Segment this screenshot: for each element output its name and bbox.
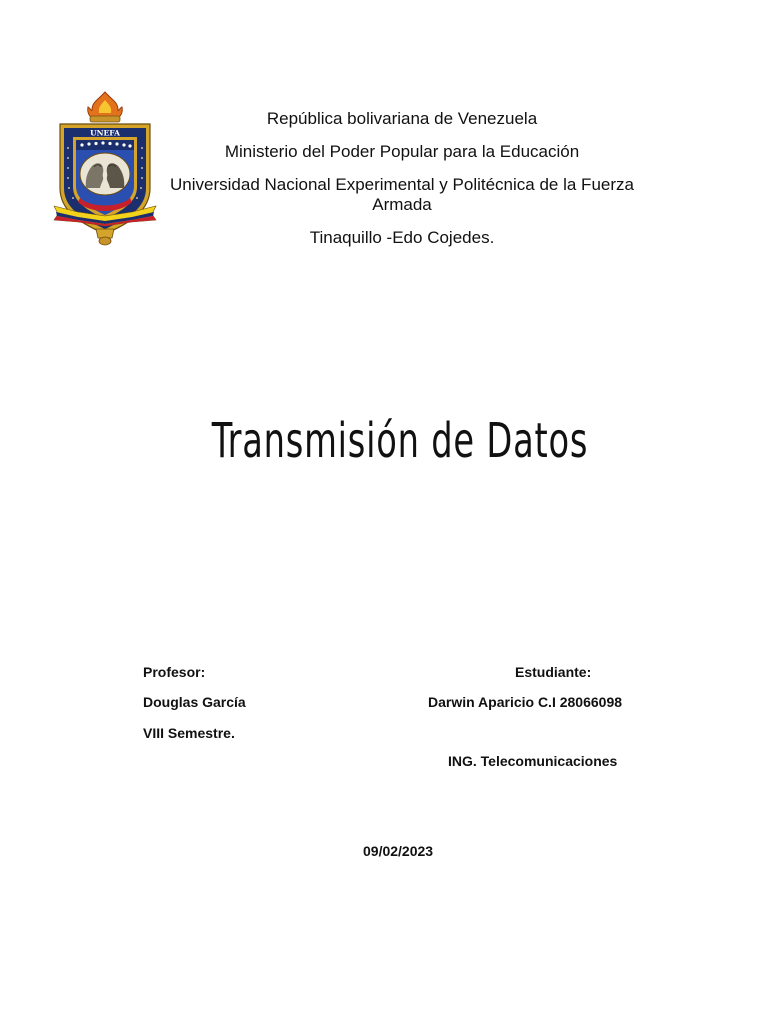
university-crest-logo <box>52 88 158 250</box>
student-name: Darwin Aparicio C.I 28066098 <box>428 694 623 710</box>
professor-label: Profesor: <box>143 664 206 680</box>
flame-icon <box>88 92 123 122</box>
professor-name: Douglas García <box>143 694 246 710</box>
document-title: Transmisión de Datos <box>211 413 589 469</box>
student-career: ING. Telecomunicaciones <box>448 753 618 769</box>
crest-acronym: UNEFA <box>90 128 120 138</box>
student-label: Estudiante: <box>515 664 592 680</box>
semester-label: VIII Semestre. <box>143 725 235 741</box>
institution-header <box>150 109 654 248</box>
document-date: 09/02/2023 <box>363 843 434 859</box>
header-location: Tinaquillo -Edo Cojedes. <box>309 228 495 247</box>
header-ministry: Ministerio del Poder Popular para la Educación <box>224 142 580 161</box>
header-university: Universidad Nacional Experimental y Politécnica de la Fuerza Armada <box>170 175 634 214</box>
header-country: República bolivariana de Venezuela <box>266 109 538 128</box>
